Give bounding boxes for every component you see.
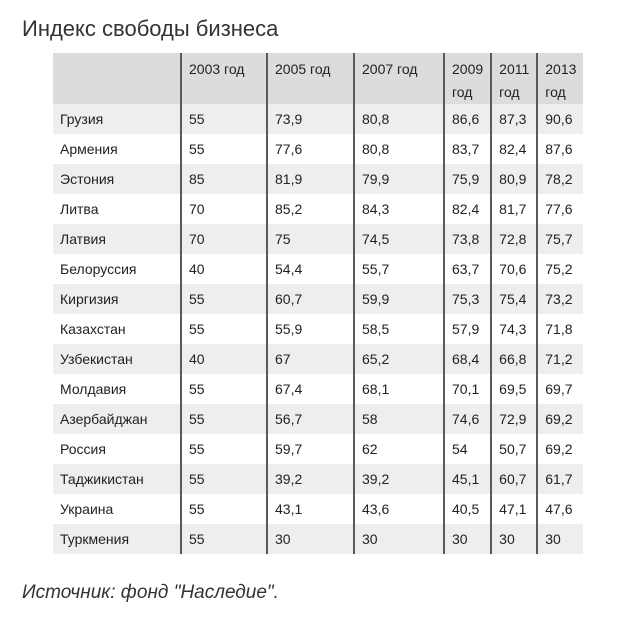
country-cell: Россия xyxy=(53,434,181,464)
value-cell: 65,2 xyxy=(354,344,444,374)
table-row xyxy=(53,224,583,254)
value-cell: 85,2 xyxy=(267,194,354,224)
country-cell: Белоруссия xyxy=(53,254,181,284)
table-row xyxy=(53,254,583,284)
value-cell: 43,6 xyxy=(354,494,444,524)
value-cell: 55,7 xyxy=(354,254,444,284)
value-cell: 54 xyxy=(444,434,491,464)
value-cell: 86,6 xyxy=(444,104,491,134)
value-cell: 55,9 xyxy=(267,314,354,344)
value-cell: 59,9 xyxy=(354,284,444,314)
value-cell: 62 xyxy=(354,434,444,464)
table-row xyxy=(53,104,583,134)
value-cell: 68,1 xyxy=(354,374,444,404)
value-cell: 55 xyxy=(181,374,267,404)
value-cell: 30 xyxy=(537,524,583,554)
value-cell: 55 xyxy=(181,134,267,164)
value-cell: 50,7 xyxy=(491,434,537,464)
value-cell: 55 xyxy=(181,404,267,434)
value-cell: 77,6 xyxy=(267,134,354,164)
value-cell: 67 xyxy=(267,344,354,374)
header-cell-year: 2007 год xyxy=(354,53,444,104)
country-cell: Таджикистан xyxy=(53,464,181,494)
value-cell: 40 xyxy=(181,254,267,284)
value-cell: 81,9 xyxy=(267,164,354,194)
value-cell: 75,2 xyxy=(537,254,583,284)
value-cell: 73,8 xyxy=(444,224,491,254)
value-cell: 80,8 xyxy=(354,134,444,164)
value-cell: 85 xyxy=(181,164,267,194)
value-cell: 80,9 xyxy=(491,164,537,194)
value-cell: 59,7 xyxy=(267,434,354,464)
value-cell: 69,2 xyxy=(537,404,583,434)
value-cell: 61,7 xyxy=(537,464,583,494)
value-cell: 87,6 xyxy=(537,134,583,164)
value-cell: 73,2 xyxy=(537,284,583,314)
value-cell: 68,4 xyxy=(444,344,491,374)
table-row xyxy=(53,314,583,344)
value-cell: 70,6 xyxy=(491,254,537,284)
value-cell: 81,7 xyxy=(491,194,537,224)
table-body xyxy=(53,104,583,554)
value-cell: 57,9 xyxy=(444,314,491,344)
country-cell: Молдавия xyxy=(53,374,181,404)
business-freedom-table xyxy=(53,53,583,554)
value-cell: 55 xyxy=(181,494,267,524)
value-cell: 80,8 xyxy=(354,104,444,134)
value-cell: 45,1 xyxy=(444,464,491,494)
value-cell: 84,3 xyxy=(354,194,444,224)
value-cell: 82,4 xyxy=(444,194,491,224)
country-cell: Азербайджан xyxy=(53,404,181,434)
country-cell: Литва xyxy=(53,194,181,224)
country-cell: Украина xyxy=(53,494,181,524)
value-cell: 63,7 xyxy=(444,254,491,284)
value-cell: 70 xyxy=(181,224,267,254)
value-cell: 30 xyxy=(354,524,444,554)
table-row xyxy=(53,164,583,194)
table-row xyxy=(53,134,583,164)
value-cell: 55 xyxy=(181,434,267,464)
value-cell: 71,2 xyxy=(537,344,583,374)
header-cell-country xyxy=(53,53,181,104)
value-cell: 90,6 xyxy=(537,104,583,134)
value-cell: 75,7 xyxy=(537,224,583,254)
value-cell: 54,4 xyxy=(267,254,354,284)
value-cell: 60,7 xyxy=(267,284,354,314)
value-cell: 30 xyxy=(444,524,491,554)
value-cell: 75,4 xyxy=(491,284,537,314)
table-row xyxy=(53,434,583,464)
table-header-row xyxy=(53,53,583,104)
table-row xyxy=(53,464,583,494)
value-cell: 71,8 xyxy=(537,314,583,344)
page-title: Индекс свободы бизнеса xyxy=(22,16,279,41)
country-cell: Киргизия xyxy=(53,284,181,314)
value-cell: 55 xyxy=(181,464,267,494)
value-cell: 87,3 xyxy=(491,104,537,134)
value-cell: 83,7 xyxy=(444,134,491,164)
value-cell: 40 xyxy=(181,344,267,374)
table-row xyxy=(53,374,583,404)
country-cell: Эстония xyxy=(53,164,181,194)
value-cell: 30 xyxy=(267,524,354,554)
value-cell: 77,6 xyxy=(537,194,583,224)
table-row xyxy=(53,404,583,434)
value-cell: 55 xyxy=(181,314,267,344)
value-cell: 39,2 xyxy=(267,464,354,494)
header-cell-year: 2005 год xyxy=(267,53,354,104)
table-row xyxy=(53,344,583,374)
value-cell: 75,9 xyxy=(444,164,491,194)
country-cell: Туркмения xyxy=(53,524,181,554)
value-cell: 67,4 xyxy=(267,374,354,404)
value-cell: 47,1 xyxy=(491,494,537,524)
value-cell: 72,9 xyxy=(491,404,537,434)
value-cell: 56,7 xyxy=(267,404,354,434)
value-cell: 60,7 xyxy=(491,464,537,494)
header-cell-year: 2009 год xyxy=(444,53,491,104)
value-cell: 69,5 xyxy=(491,374,537,404)
header-cell-year: 2003 год xyxy=(181,53,267,104)
country-cell: Узбекистан xyxy=(53,344,181,374)
value-cell: 75 xyxy=(267,224,354,254)
value-cell: 43,1 xyxy=(267,494,354,524)
country-cell: Армения xyxy=(53,134,181,164)
value-cell: 30 xyxy=(491,524,537,554)
value-cell: 82,4 xyxy=(491,134,537,164)
source-note: Источник: фонд "Наследие". xyxy=(22,582,279,603)
value-cell: 74,5 xyxy=(354,224,444,254)
value-cell: 40,5 xyxy=(444,494,491,524)
value-cell: 74,6 xyxy=(444,404,491,434)
value-cell: 69,7 xyxy=(537,374,583,404)
value-cell: 75,3 xyxy=(444,284,491,314)
value-cell: 78,2 xyxy=(537,164,583,194)
country-cell: Латвия xyxy=(53,224,181,254)
table-row xyxy=(53,284,583,314)
value-cell: 47,6 xyxy=(537,494,583,524)
value-cell: 70,1 xyxy=(444,374,491,404)
value-cell: 69,2 xyxy=(537,434,583,464)
header-cell-year: 2013 год xyxy=(537,53,583,104)
table-row xyxy=(53,494,583,524)
table-row xyxy=(53,194,583,224)
value-cell: 58,5 xyxy=(354,314,444,344)
header-cell-year: 2011 год xyxy=(491,53,537,104)
value-cell: 58 xyxy=(354,404,444,434)
value-cell: 70 xyxy=(181,194,267,224)
value-cell: 66,8 xyxy=(491,344,537,374)
table-row xyxy=(53,524,583,554)
value-cell: 55 xyxy=(181,524,267,554)
value-cell: 39,2 xyxy=(354,464,444,494)
country-cell: Грузия xyxy=(53,104,181,134)
value-cell: 72,8 xyxy=(491,224,537,254)
country-cell: Казахстан xyxy=(53,314,181,344)
value-cell: 74,3 xyxy=(491,314,537,344)
value-cell: 55 xyxy=(181,104,267,134)
value-cell: 55 xyxy=(181,284,267,314)
value-cell: 73,9 xyxy=(267,104,354,134)
value-cell: 79,9 xyxy=(354,164,444,194)
